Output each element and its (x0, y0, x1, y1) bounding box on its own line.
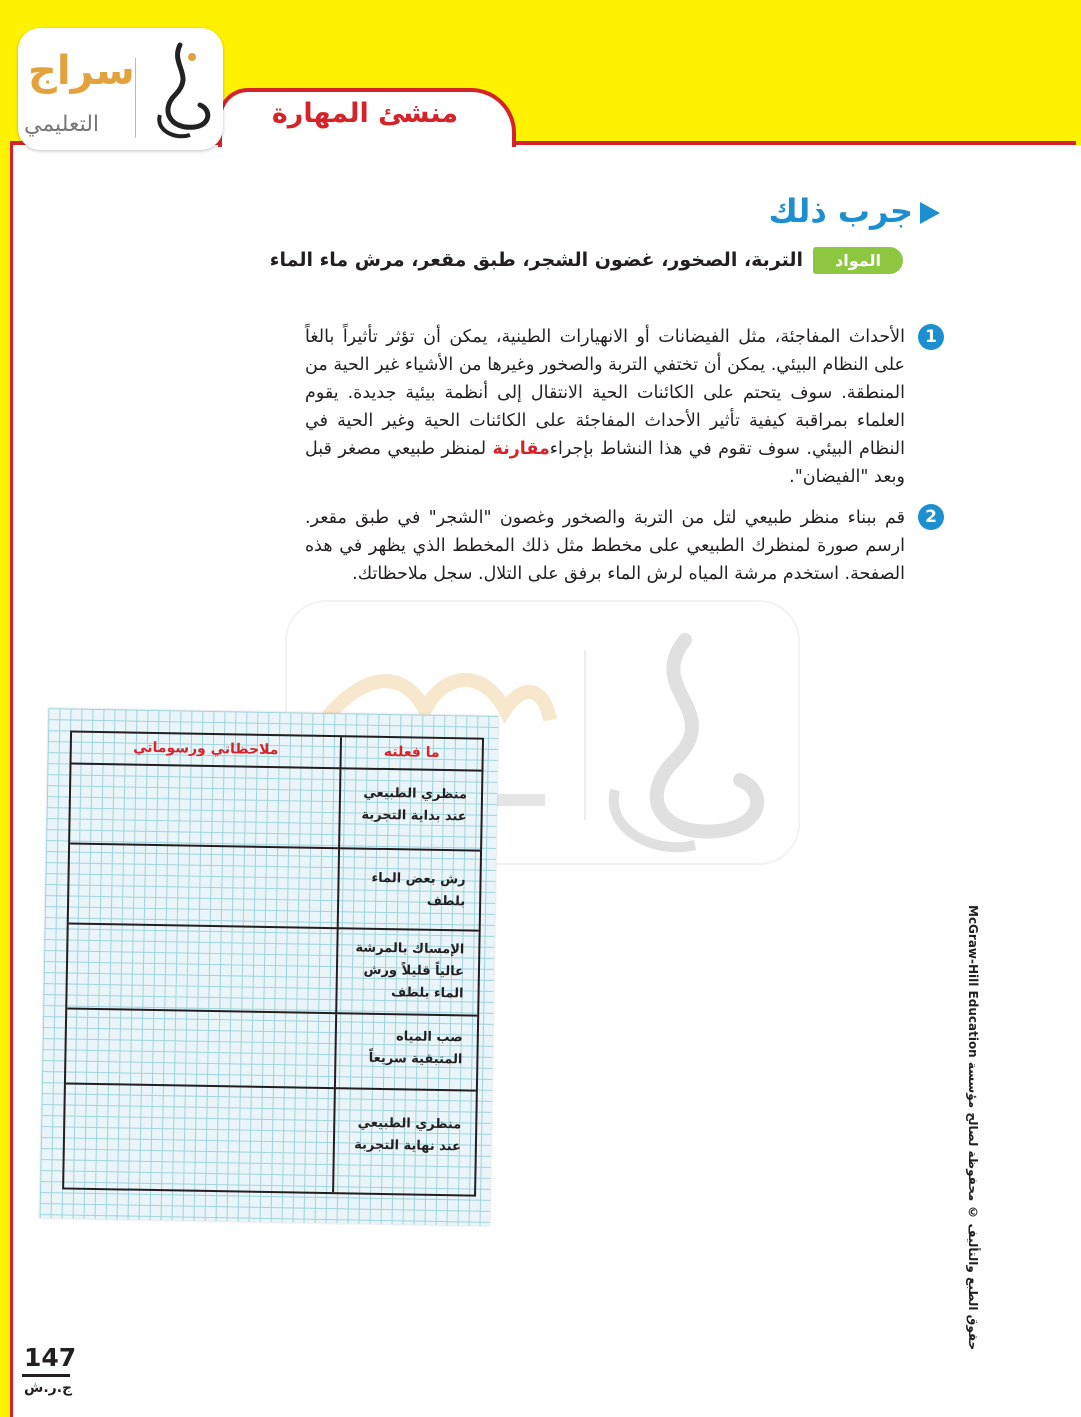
materials-label: المواد (813, 247, 903, 274)
table-row-divider (66, 1082, 476, 1091)
logo-divider (135, 58, 136, 138)
page-code: ج.ر.ش (24, 1380, 73, 1396)
step-1-text-after: لمنظر طبيعي مصغر قبل وبعد "الفيضان". (305, 439, 905, 487)
section-arrow-icon (918, 200, 942, 226)
materials-line (270, 242, 903, 278)
table-row-label: الإمساك بالمرشة عالياً قليلاً ورش الماء بلطف (355, 940, 465, 1002)
step-number-1: 1 (918, 324, 944, 350)
step-1-text-before: الأحداث المفاجئة، مثل الفيضانات أو الانهيارات الطينية، يمكن أن تؤثر تأثيراً بالغاً على النظام البيئي. يمكن أن تختفي التربة والصخور وغيرها من الأشياء غير الحية من المنطقة. سوف يتحتم على الكائنات الحية الانتقال إلى أنظمة بيئية جديدة. يقوم العلماء بمراقبة كيفية تأثير الأحداث المفاجئة على الكائنات الحية وغير الحية في النظام البيئي. سوف تقوم في هذا النشاط بإجراء (305, 327, 905, 459)
table-header-notes: ملاحظاتي ورسوماتي (133, 739, 279, 759)
page-number-rule (22, 1374, 70, 1377)
left-red-rule (10, 142, 13, 1417)
table-row-divider (72, 763, 482, 772)
observation-table (62, 730, 484, 1196)
step-1-highlight: مقارنة (492, 439, 550, 459)
logo-calligraphy-icon (140, 35, 220, 145)
table-row-label: رش بعض الماء بلطف (371, 870, 466, 910)
table-row-label: منظري الطبيعي عند بداية التجربة (361, 785, 468, 825)
table-row-label: منظري الطبيعي عند نهاية التجربة (354, 1115, 462, 1155)
logo-wordmark: سراج (28, 48, 135, 94)
step-number-2: 2 (918, 504, 944, 530)
step-1-text (305, 323, 905, 491)
observation-grid-paper (40, 708, 499, 1226)
table-row-label: صب المياه المتبقية سريعاً (368, 1029, 463, 1068)
table-row-divider (67, 1007, 477, 1016)
copyright-notice: حقوق الطبع والتأليف © محفوظة لصالح مؤسسة McGraw-Hill Education (966, 904, 980, 1350)
left-margin-bar (0, 142, 10, 1417)
materials-list: التربة، الصخور، غضون الشجر، طبق مقعر، مرش ماء الماء (269, 249, 804, 271)
table-row-divider (70, 843, 480, 852)
header-tab-title: منشئ المهارة (271, 98, 459, 129)
table-row-divider (69, 922, 479, 931)
page-number: 147 (24, 1343, 77, 1372)
section-title: جرب ذلك (768, 192, 913, 230)
table-header-done: ما فعلته (383, 743, 440, 761)
logo-subtitle: التعليمي (24, 112, 100, 137)
step-2-text: قم ببناء منظر طبيعي لتل من التربة والصخور وغصون "الشجر" في طبق مقعر. ارسم صورة لمنظرك الطبيعي على مخطط مثل ذلك المخطط الذي يظهر في هذه الصفحة. استخدم مرشة المياه لرش الماء برفق على التلال. سجل ملاحظاتك. (305, 508, 905, 584)
